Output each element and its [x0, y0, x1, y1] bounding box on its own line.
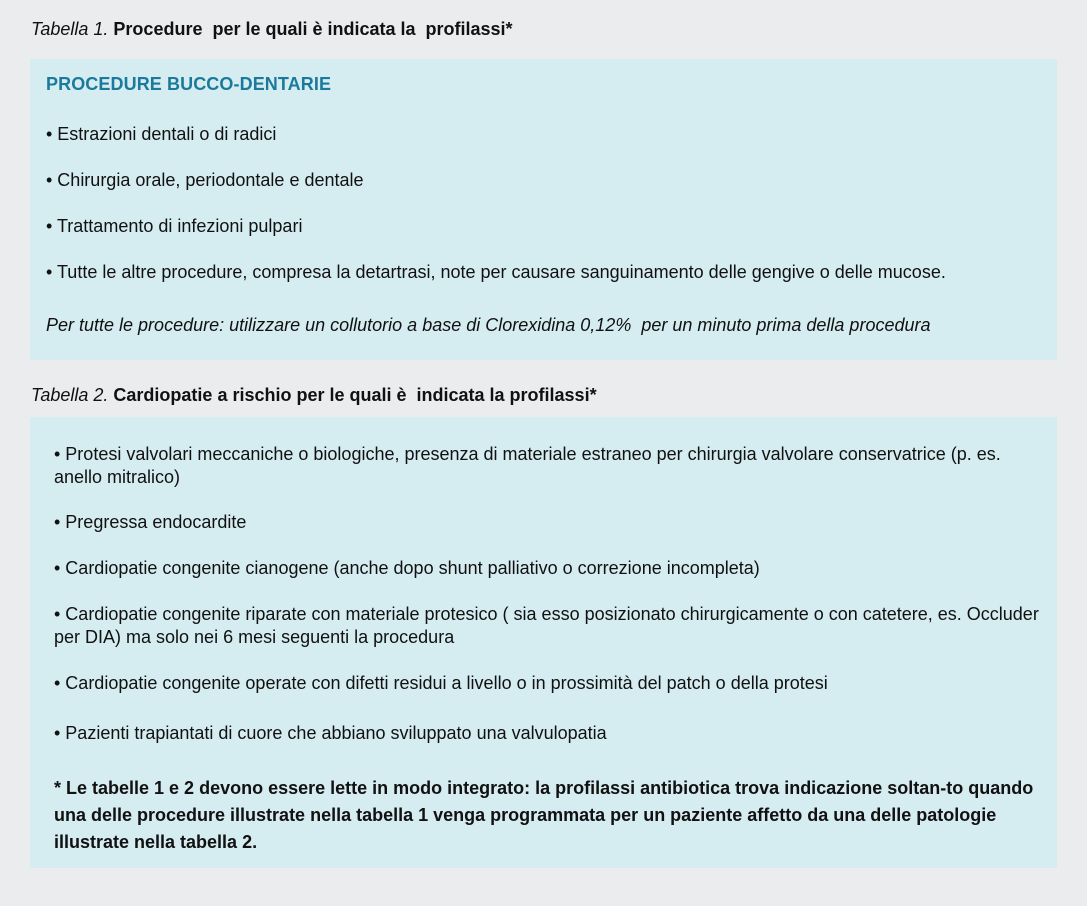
- table2-panel: [30, 417, 1057, 868]
- table2-item: • Pazienti trapiantati di cuore che abbiano sviluppato una valvulopatia: [54, 723, 607, 743]
- table1-item: • Trattamento di infezioni pulpari: [46, 216, 303, 236]
- table2-item: • Pregressa endocardite: [54, 512, 247, 532]
- table1-note: Per tutte le procedure: utilizzare un collutorio a base di Clorexidina 0,12% per un minuto prima della procedura: [46, 315, 931, 335]
- table1-caption-title: Procedure per le quali è indicata la profilassi*: [113, 19, 513, 39]
- table2-item: • Cardiopatie congenite riparate con materiale protesico ( sia esso posizionato chirurgicamente o con catetere, es. Occluder per DIA) ma solo nei 6 mesi seguenti la procedura: [54, 604, 1039, 647]
- table2-footnote: * Le tabelle 1 e 2 devono essere lette in modo integrato: la profilassi antibiotica trova indicazione soltan-to quando una delle procedure illustrate nella tabella 1 venga programmata per un paziente affetto da una delle patologie illustrate nella tabella 2.: [54, 778, 1034, 852]
- table1-item: • Tutte le altre procedure, compresa la detartrasi, note per causare sanguinamento delle gengive o delle mucose.: [46, 262, 946, 282]
- table1-caption: [31, 18, 513, 40]
- table2-caption: [31, 384, 597, 406]
- table2-item: • Cardiopatie congenite operate con difetti residui a livello o in prossimità del patch o della protesi: [54, 673, 828, 693]
- table2-item: • Cardiopatie congenite cianogene (anche dopo shunt palliativo o correzione incompleta): [54, 558, 760, 578]
- table1-item: • Chirurgia orale, periodontale e dentale: [46, 170, 364, 190]
- table1-item: • Estrazioni dentali o di radici: [46, 124, 277, 144]
- table1-heading: PROCEDURE BUCCO-DENTARIE: [46, 74, 332, 94]
- table1-panel: [30, 59, 1057, 360]
- table2-item: • Protesi valvolari meccaniche o biologiche, presenza di materiale estraneo per chirurgia valvolare conservatrice (p. es. anello mitralico): [54, 444, 1001, 487]
- table2-caption-number: Tabella 2.: [31, 385, 109, 405]
- table1-caption-number: Tabella 1.: [31, 19, 109, 39]
- table2-caption-title: Cardiopatie a rischio per le quali è indicata la profilassi*: [113, 385, 597, 405]
